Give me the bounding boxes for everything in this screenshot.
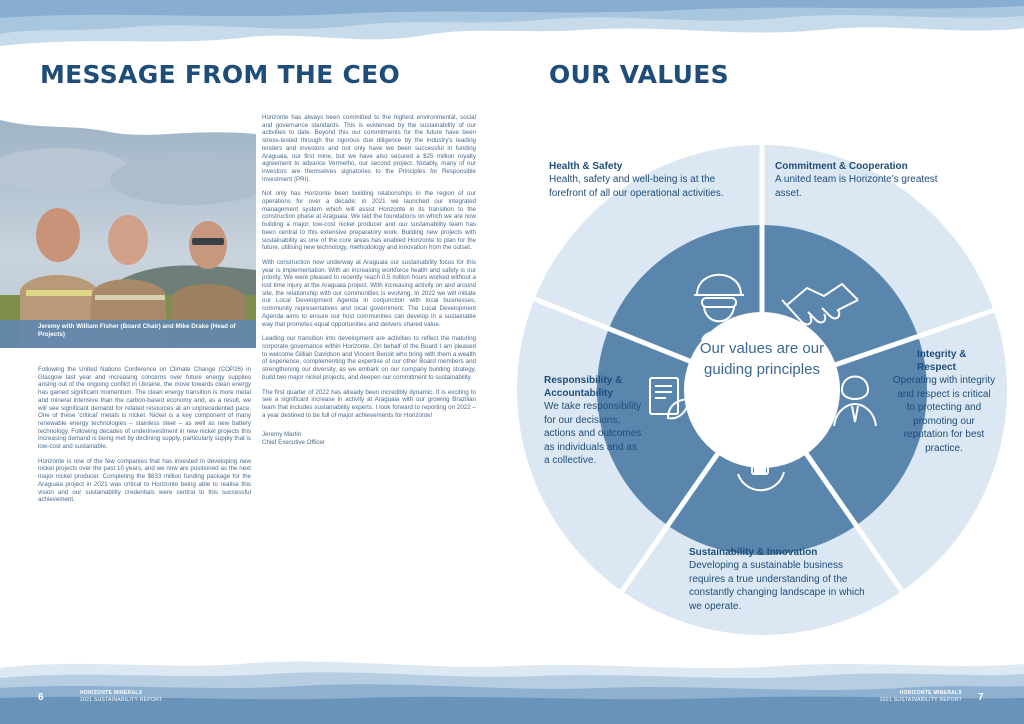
values-center-text: Our values are our guiding principles: [699, 340, 825, 378]
value-title: Sustainability & Innovation: [689, 547, 818, 558]
value-description: Developing a sustainable business requires a true understanding of the constantly changing landscape in which we operate.: [689, 560, 865, 612]
value-title: Health & Safety: [549, 161, 623, 172]
value-title: Responsibility & Accountability: [544, 375, 623, 399]
footer-right: [872, 690, 962, 703]
our-values-title: OUR VALUES: [549, 60, 729, 89]
photo-caption: Jeremy with William Fisher (Board Chair) and Mike Drake (Head of Projects): [38, 323, 236, 338]
page-number-left: 6: [38, 692, 44, 703]
footer-left: [80, 690, 162, 703]
value-description: A united team is Horizonte's greatest asset.: [775, 174, 938, 199]
ceo-photo: [0, 120, 256, 348]
ceo-message-title: MESSAGE FROM THE CEO: [40, 60, 401, 89]
ceo-photo-image: [0, 120, 256, 348]
paragraph: Leading our transition into development are activities to reflect the maturing corporate governance within Horizonte. On behalf of the Board I am pleased to welcome Gillian Davidson and Vincent Benoit who bring with them a wealth of experience, complementing the expertise of our other Board members and strengthening our diversity, as we embark on our company building strategy, build two major nickel projects, and deepen our commitment to sustainability.: [262, 335, 476, 381]
paragraph: Horizonte is one of the few companies that has invested in developing new nickel projects over the past 10 years, and we now are positioned as the next major nickel producer. Completing the $633 million funding package for the Araguaia project in 2021 was critical to Horizonte being able to realise this vision and our sustainability credentials were central to this successful achievement.: [38, 457, 251, 504]
paragraph: Not only has Horizonte been building relationships in the region of our operations for over a decade; in 2021 we launched our integrated management system which will assist Horizonte in its transition to the construction phase at Araguaia. We laid the foundations on which we are now building a major, low-cost nickel producer and our sustainability team has been central to this extensive preparatory work. Building new projects with sustainability as one of the core areas has enabled Horizonte to plan for the future, utilising new technology, methodology and innovation from the outset.: [262, 190, 476, 252]
paragraph: Following the United Nations Conference on Climate Change (COP26) in Glasgow last year and increasing concerns over future energy supplies arising out of the ongoing conflict in Ukraine, the move towards clean energy has gained significant momentum. The clean energy transition is more metal and mineral intensive than the carbon-based economy and, as a result, we will see significant demand for related resources at an unprecedented pace. One of these 'critical' metals is nickel. Nickel is a key component of many renewable energy technologies – stainless steel – as well as new battery technology. Following decades of underinvestment in new nickel projects this increasing demand is being met by declining supply, particularly supply that is low-cost and sustainable.: [38, 366, 251, 451]
values-diagram: [512, 100, 1024, 640]
top-wave-decoration: [0, 0, 1024, 60]
value-health-safety: [549, 160, 749, 200]
value-description: Operating with integrity and respect is critical to protecting and promoting our reputation for best practice.: [892, 375, 996, 454]
signoff-role: Chief Executive Officer: [262, 439, 325, 447]
signoff-name: Jeremy Martin: [262, 431, 302, 439]
values-wheel-center: [684, 312, 840, 468]
value-integrity-respect: [892, 348, 996, 455]
ceo-letter-left-column: [38, 366, 251, 511]
signoff: [262, 431, 476, 446]
footer-brand-name: HORIZONTE MINERALS: [80, 690, 143, 696]
value-description: We take responsibility for our decisions, actions and outcomes as individuals and as a collective.: [544, 401, 642, 466]
value-responsibility-accountability: [544, 374, 642, 468]
footer-report-name: 2021 SUSTAINABILITY REPORT: [879, 696, 962, 703]
value-title: Integrity & Respect: [917, 349, 967, 373]
page-number-right: 7: [978, 692, 984, 703]
value-sustainability-innovation: [689, 546, 867, 613]
footer-brand-name: HORIZONTE MINERALS: [899, 690, 962, 696]
value-title: Commitment & Cooperation: [775, 161, 908, 172]
bottom-wave-decoration: [0, 640, 1024, 724]
paragraph: With construction now underway at Araguaia our sustainability focus for this year is implementation. With an increasing workforce health and safety is our priority. We were pleased to recently reach 0.5 million hours worked without a lost time injury at the Araguaia project. With increasing activity on and around site, the relationship with our communities is evolving. In 2022 we will initiate our Local Development Agenda in conjunction with local businesses, community representatives and local government. The Local Development Agenda aims to ensure our host communities can develop in a sustainable way that promotes equal opportunities and delivers shared value.: [262, 258, 476, 328]
paragraph: Horizonte has always been committed to the highest environmental, social and governance standards. This is evidenced by the sustainability of our activities to date. Beyond this our commitments for the future have been stress-tested through the rigorous due diligence by the industry's leading lenders and investors and not only have we been successful in funding Araguaia, our first mine, but we have also secured a $25 million royalty agreement to advance Vermelho, our second project. Notably, many of our investors are themselves signatories to the Principles for Responsible Investment (PRI).: [262, 114, 476, 183]
value-description: Health, safety and well-being is at the forefront of all our operational activities.: [549, 174, 724, 199]
value-commitment-cooperation: [775, 160, 965, 200]
ceo-letter-right-column: [262, 114, 476, 447]
footer-report-name: 2021 SUSTAINABILITY REPORT: [80, 696, 163, 703]
paragraph: The first quarter of 2022 has already been incredibly dynamic. It is exciting to see a significant increase in activity at Araguaia with our growing Brazilian team that includes sustainability experts. I look forward to reporting on 2022 – a year destined to be full of major achievements for Horizonte!: [262, 388, 476, 419]
